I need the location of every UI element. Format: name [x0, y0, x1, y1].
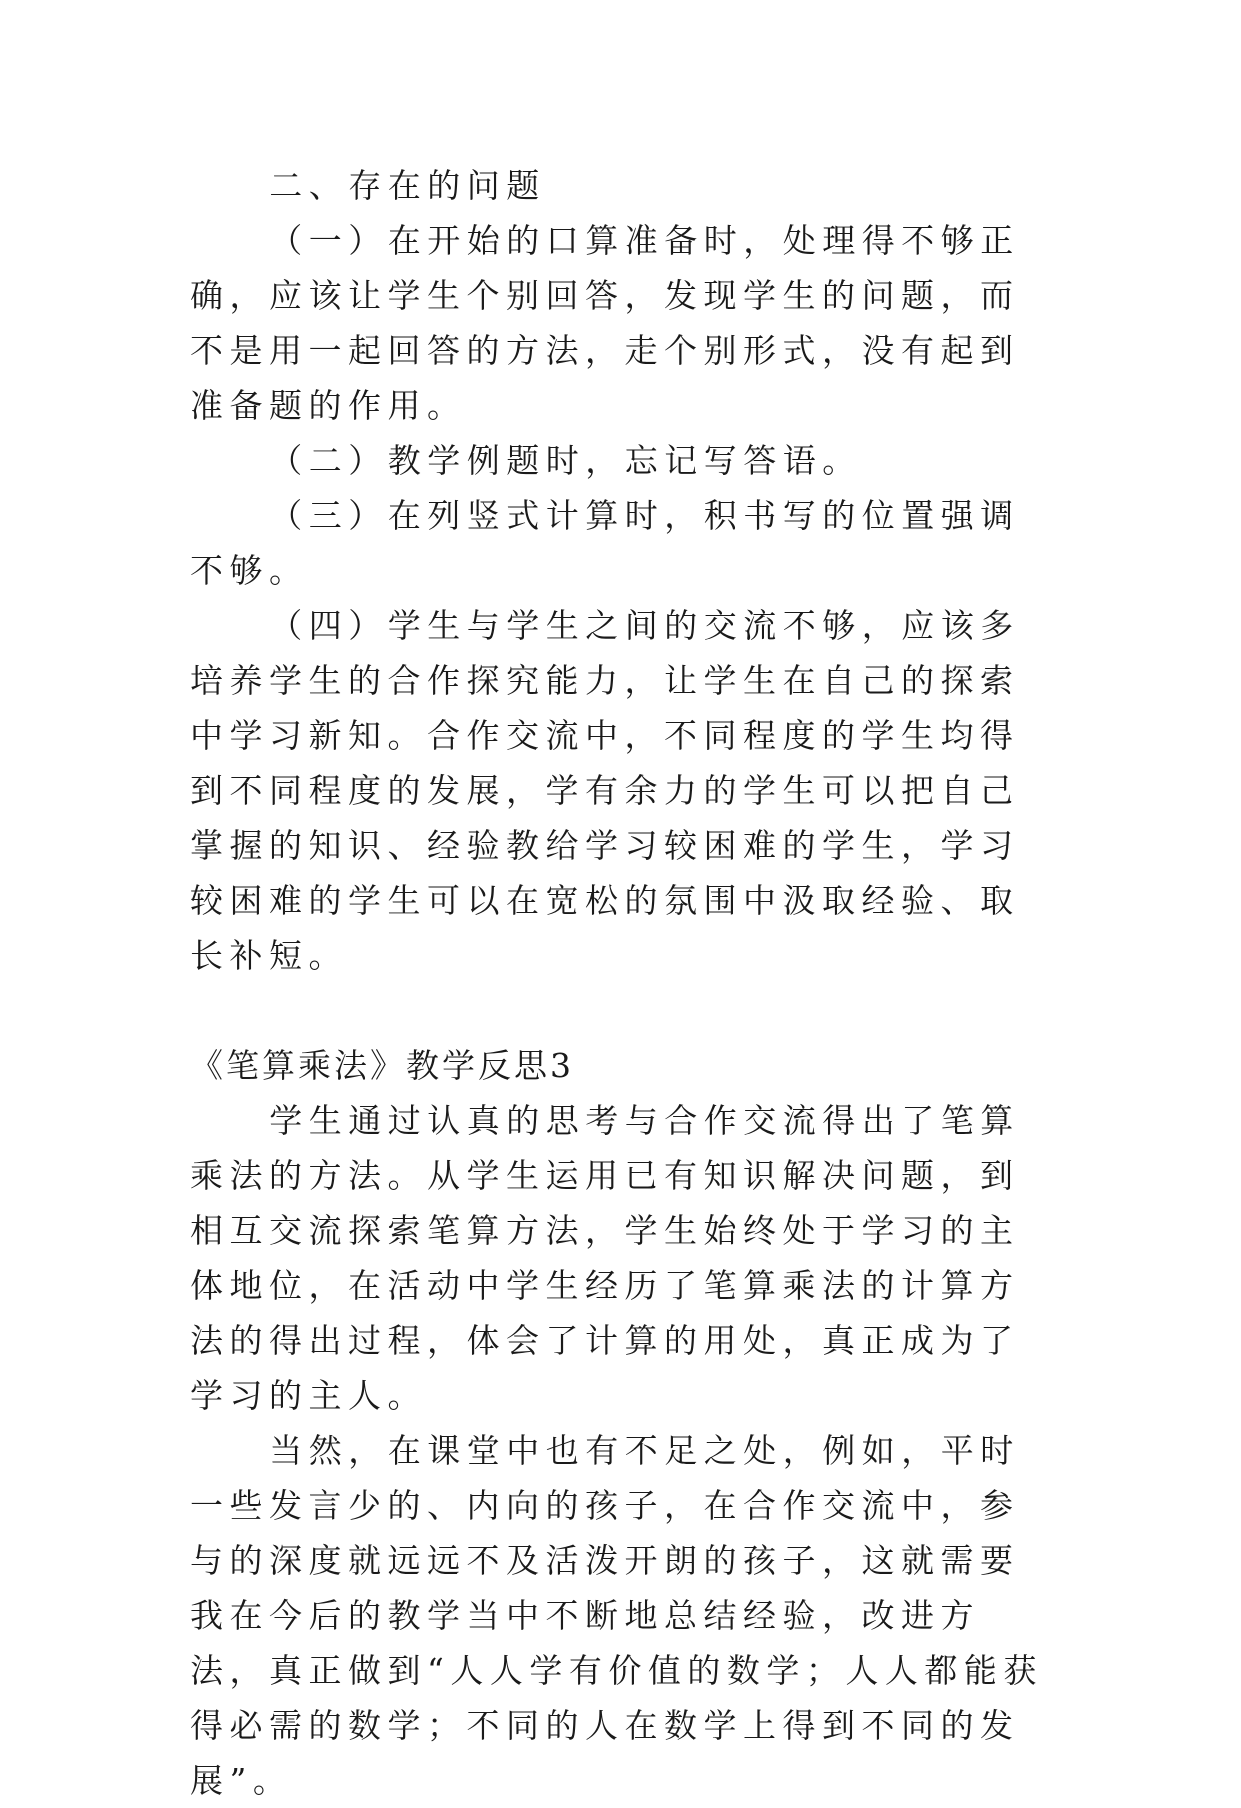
reflection-title: 《笔算乘法》教学反思3 [190, 1046, 574, 1085]
section-spacer [190, 983, 1058, 1038]
reflection-paragraph-2: 当然，在课堂中也有不足之处，例如，平时一些发言少的、内向的孩子，在合作交流中，参与的深度就远远不及活泼开朗的孩子，这就需要我在今后的教学当中不断地总结经验，改进方法，真正做到“人人学有价值的数学；人人都能获得必需的数学；不同的人在数学上得到不同的发展”。 [190, 1431, 1043, 1800]
document-body [190, 158, 1058, 1808]
problem-item-3: （三）在列竖式计算时，积书写的位置强调不够。 [190, 496, 1020, 590]
reflection-paragraph-1: 学生通过认真的思考与合作交流得出了笔算乘法的方法。从学生运用已有知识解决问题，到相互交流探索笔算方法，学生始终处于学习的主体地位，在活动中学生经历了笔算乘法的计算方法的得出过程，体会了计算的用处，真正成为了学习的主人。 [190, 1101, 1020, 1415]
problem-item-2: （二）教学例题时，忘记写答语。 [269, 441, 862, 480]
problem-item-1: （一）在开始的口算准备时，处理得不够正确，应该让学生个别回答，发现学生的问题，而不是用一起回答的方法，走个别形式，没有起到准备题的作用。 [190, 221, 1020, 425]
section-heading-problems: 二、存在的问题 [269, 166, 546, 205]
problem-item-4: （四）学生与学生之间的交流不够，应该多培养学生的合作探究能力，让学生在自己的探索中学习新知。合作交流中，不同程度的学生均得到不同程度的发展，学有余力的学生可以把自己掌握的知识、经验教给学习较困难的学生，学习较困难的学生可以在宽松的氛围中汲取经验、取长补短。 [190, 606, 1020, 975]
